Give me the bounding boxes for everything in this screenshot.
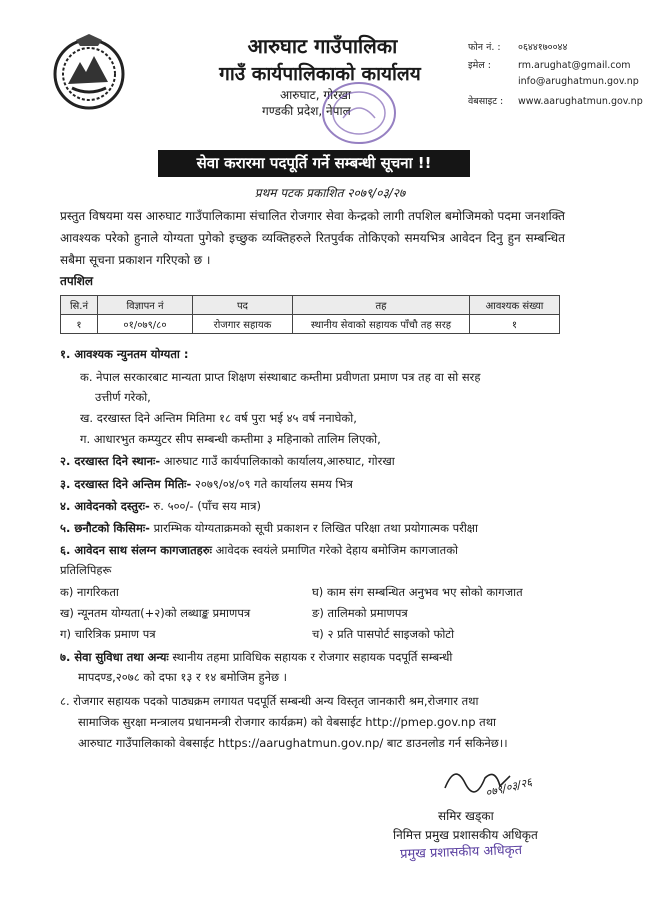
nepal-emblem-logo [50,32,128,112]
item6: ६. आवेदन साथ संलग्न कागजातहरुः आवेदक स्वयंले प्रमाणित गरेको देहाय बमोजिम कागजातको [60,543,459,557]
item5: ५. छनौटको किसिमः- प्रारम्भिक योग्यताक्रमको सूची प्रकाशन र लिखित परिक्षा तथा प्रयोगात्मक परीक्षा [60,521,479,535]
col-serial: सि.नं [61,296,98,315]
item7: ७. सेवा सुविधा तथा अन्यः स्थानीय तहमा प्राविधिक सहायक र रोजगार सहायक पदपूर्ति सम्बन्धी [60,650,453,664]
item6-cont: प्रतिलिपिहरू [60,563,112,577]
office-name: आरुघाट गाउँपालिका [247,34,398,58]
signature-date: ०७९/०३/२६ [484,775,534,800]
cell-count: १ [470,315,560,334]
vacancy-table [60,295,560,334]
col-required-count: आवश्यक संख्या [470,296,560,315]
item1-b: ख. दरखास्त दिने अन्तिम मितिमा १८ वर्ष पुरा भई ४५ वर्ष ननाघेको, [80,411,357,425]
publication-date: प्रथम पटक प्रकाशित २०७९/०३/२७ [254,186,406,200]
doc-right-1: घ) काम संग सम्बन्धित अनुभव भए सोको कागजात [312,585,523,599]
col-post: पद [193,296,293,315]
item1-title: १. आवश्यक न्युनतम योग्यता : [60,347,189,361]
doc-left-1: क) नागरिकता [60,585,119,599]
contact-email-2[interactable]: info@arughatmun.gov.np [518,76,639,87]
item2: २. दरखास्त दिने स्थानः- आरुघाट गाउँ कार्यपालिकाको कार्यालय,आरुघाट, गोरखा [60,454,395,468]
doc-left-2: ख) न्यूनतम योग्यता(+२)को लब्धाङ्क प्रमाणपत्र [60,606,251,620]
col-level: तह [293,296,470,315]
contact-email[interactable]: इमेल : rm.arughat@gmail.com [468,60,631,71]
item3: ३. दरखास्त दिने अन्तिम मितिः- २०७९/०४/०९ गते कार्यालय समय भित्र [60,477,353,491]
item8-line1: ८. रोजगार सहायक पदको पाठ्यक्रम लगायत पदपूर्ति सम्बन्धी अन्य विस्तृत जानकारी श्रम,रोजगार तथा [60,694,479,708]
table-row [61,315,560,334]
office-title: गाउँ कार्यपालिकाको कार्यालय [219,63,421,85]
doc-right-2: ङ) तालिमको प्रमाणपत्र [312,606,408,620]
table-header-row [61,296,560,315]
item1-a: क. नेपाल सरकारबाट मान्यता प्राप्त शिक्षण संस्थाबाट कम्तीमा प्रवीणता प्रमाण पत्र तह वा सो सरह [80,370,481,384]
item1-a-cont: उत्तीर्ण गरेको, [95,390,151,404]
contact-website[interactable]: वेबसाइट : www.aarughatmun.gov.np [468,96,643,107]
officer-stamp: प्रमुख प्रशासकीय अधिकृत [399,842,523,863]
intro-paragraph: प्रस्तुत विषयमा यस आरुघाट गाउँपालिकामा संचालित रोजगार सेवा केन्द्रको लागी तपशिल बमोजिमको पदमा जनशक्ति आवश्यक परेको हुनाले योग्यता पुगेको इच्छुक व्यक्तिहरुले रितपुर्वक तोकिएको समयभित्र आवेदन दिनु हुन सम्बन्धित सबैमा सूचना प्रकाशन गरिएको छ । [60,209,565,267]
signer-name: समिर खड्का [438,809,494,823]
col-ad-number: विज्ञापन नं [98,296,193,315]
doc-right-3: च) २ प्रति पासपोर्ट साइजको फोटो [312,627,455,641]
item7-cont: मापदण्ड,२०७८ को दफा १३ र १४ बमोजिम हुनेछ । [78,670,288,684]
cell-ad-number: ०१/०७९/८० [98,315,193,334]
notice-banner: सेवा करारमा पदपूर्ति गर्ने सम्बन्धी सूचना !! [158,150,470,177]
address-line2: गण्डकी प्रदेश, नेपाल [262,104,351,118]
contact-phone: फोन नं. : ०६४४१७००४४ [468,42,568,53]
office-stamp [318,78,400,148]
cell-level: स्थानीय सेवाको सहायक पाँचौ तह सरह [293,315,470,334]
cell-serial: १ [61,315,98,334]
doc-left-3: ग) चारित्रिक प्रमाण पत्र [60,627,156,641]
details-heading: तपशिल [60,274,94,288]
item1-c: ग. आधारभुत कम्प्युटर सीप सम्बन्धी कम्तीमा ३ महिनाको तालिम लिएको, [80,432,381,446]
item8-line3: आरुघाट गाउँपालिकाको वेबसाईट https://aarughatmun.gov.np/ बाट डाउनलोड गर्न सकिनेछ।। [78,736,508,750]
item4: ४. आवेदनको दस्तुरः- रु. ५००/- (पाँच सय मात्र) [60,499,261,513]
cell-post: रोजगार सहायक [193,315,293,334]
address-line1: आरुघाट, गोरखा [280,88,352,102]
signer-title: निमित्त प्रमुख प्रशासकीय अधिकृत [393,828,538,842]
item8-line2: सामाजिक सुरक्षा मन्त्रालय प्रधानमन्त्री रोजगार कार्यक्रम) को वेबसाईट http://pmep.gov.np तथा [78,715,497,729]
